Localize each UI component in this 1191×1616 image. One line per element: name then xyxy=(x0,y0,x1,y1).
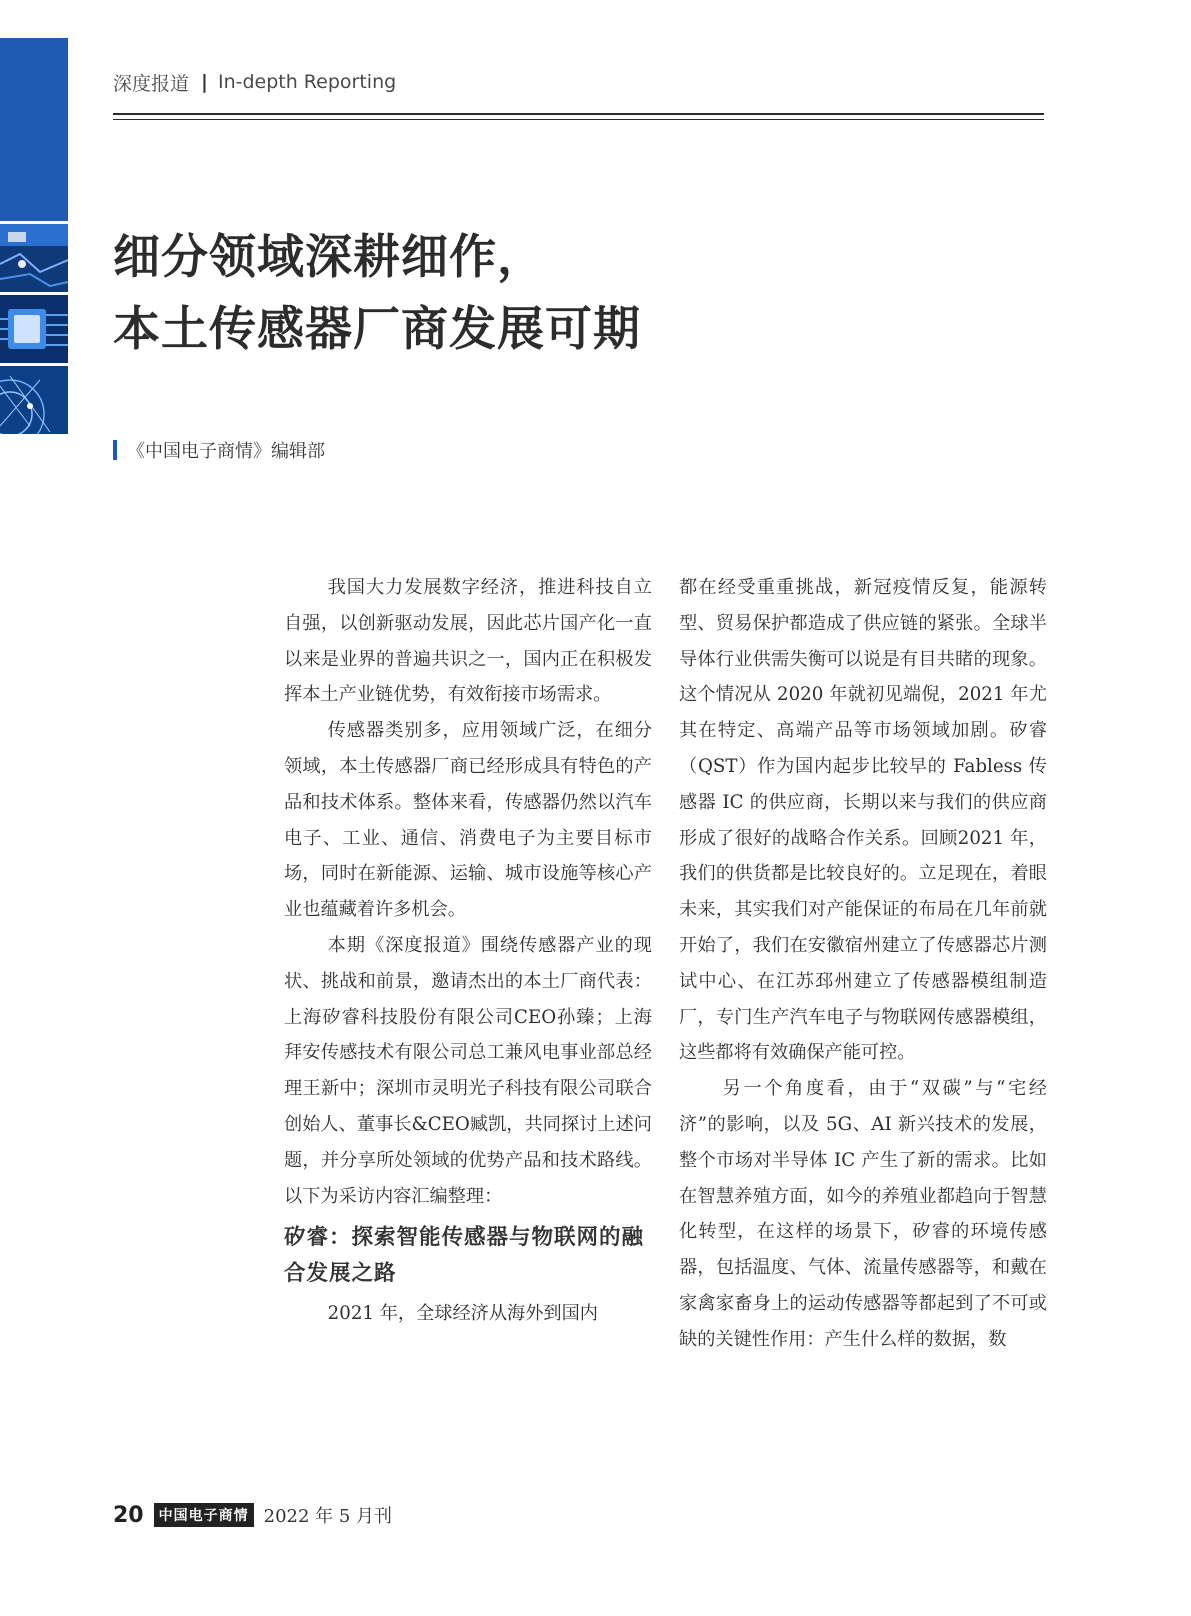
issue-date: 2022 年 5 月刊 xyxy=(263,1506,393,1527)
title-line-2: 本土传感器厂商发展可期 xyxy=(113,302,641,357)
paragraph: 2021 年，全球经济从海外到国内 xyxy=(327,1303,598,1325)
header-rule-thick xyxy=(113,113,1044,115)
header-rule-thin xyxy=(113,119,1044,120)
paragraph: 本期《深度报道》围绕传感器产业的现状、挑战和前景，邀请杰出的本土厂商代表：上海矽睿科技股份有限公司CEO孙臻；上海拜安传感技术有限公司总工兼风电事业部总经理王新中；深圳市灵明光子科技有限公司联合创始人、董事长&CEO臧凯，共同探讨上述问题，并分享所处领域的优势产品和技术路线。以下为采访内容汇编整理： xyxy=(284,934,652,1207)
header-separator: | xyxy=(201,71,208,93)
side-image-chip xyxy=(0,295,68,363)
side-image-circuit xyxy=(0,224,68,292)
article-title xyxy=(113,222,1013,366)
side-accent-bar xyxy=(0,38,68,221)
subsection-heading: 矽睿：探索智能传感器与物联网的融合发展之路 xyxy=(284,1225,645,1287)
paragraph: 都在经受重重挑战，新冠疫情反复，能源转型、贸易保护都造成了供应链的紧张。全球半导体行业供需失衡可以说是有目共睹的现象。这个情况从 2020 年就初见端倪，2021 年尤其在特定、高端产品等市场领域加剧。矽睿（QST）作为国内起步比较早的 Fabless 传感器 IC 的供应商，长期以来与我们的供应商形成了很好的战略合作关系。回顾2021 年，我们的供货都是比较良好的。立足现在，着眼未来，其实我们对产能保证的布局在几年前就开始了，我们在安徽宿州建立了传感器芯片测试中心、在江苏邳州建立了传感器模组制造厂，专门生产汽车电子与物联网传感器模组，这些都将有效确保产能可控。 xyxy=(679,577,1047,1064)
text-column-1 xyxy=(284,570,652,1332)
paragraph: 我国大力发展数字经济，推进科技自立自强，以创新驱动发展，因此芯片国产化一直以来是业界的普遍共识之一，国内正在积极发挥本土产业链优势，有效衔接市场需求。 xyxy=(284,577,652,706)
text-column-2 xyxy=(679,570,1047,1358)
section-name-en: In-depth Reporting xyxy=(217,71,397,93)
title-line-1: 细分领域深耕细作， xyxy=(113,230,545,285)
magazine-logo: 中国电子商情 xyxy=(154,1503,254,1527)
page-footer xyxy=(113,1500,392,1530)
section-name-cn: 深度报道 xyxy=(113,72,190,95)
page-number: 20 xyxy=(113,1502,144,1528)
side-image-network xyxy=(0,366,68,434)
byline-text: 《中国电子商情》编辑部 xyxy=(127,441,325,462)
paragraph: 传感器类别多，应用领域广泛，在细分领域，本土传感器厂商已经形成具有特色的产品和技术体系。整体来看，传感器仍然以汽车电子、工业、通信、消费电子为主要目标市场，同时在新能源、运输、城市设施等核心产业也蕴藏着许多机会。 xyxy=(284,720,652,921)
paragraph: 另一个角度看，由于“双碳”与“宅经济”的影响，以及 5G、AI 新兴技术的发展，整个市场对半导体 IC 产生了新的需求。比如在智慧养殖方面，如今的养殖业都趋向于智慧化转型，在这样的场景下，矽睿的环境传感器，包括温度、气体、流量传感器等，和戴在家禽家畜身上的运动传感器等都起到了不可或缺的关键性作用：产生什么样的数据，数 xyxy=(679,1078,1047,1350)
section-header xyxy=(113,68,396,96)
byline xyxy=(113,437,325,463)
byline-marker xyxy=(113,440,117,460)
